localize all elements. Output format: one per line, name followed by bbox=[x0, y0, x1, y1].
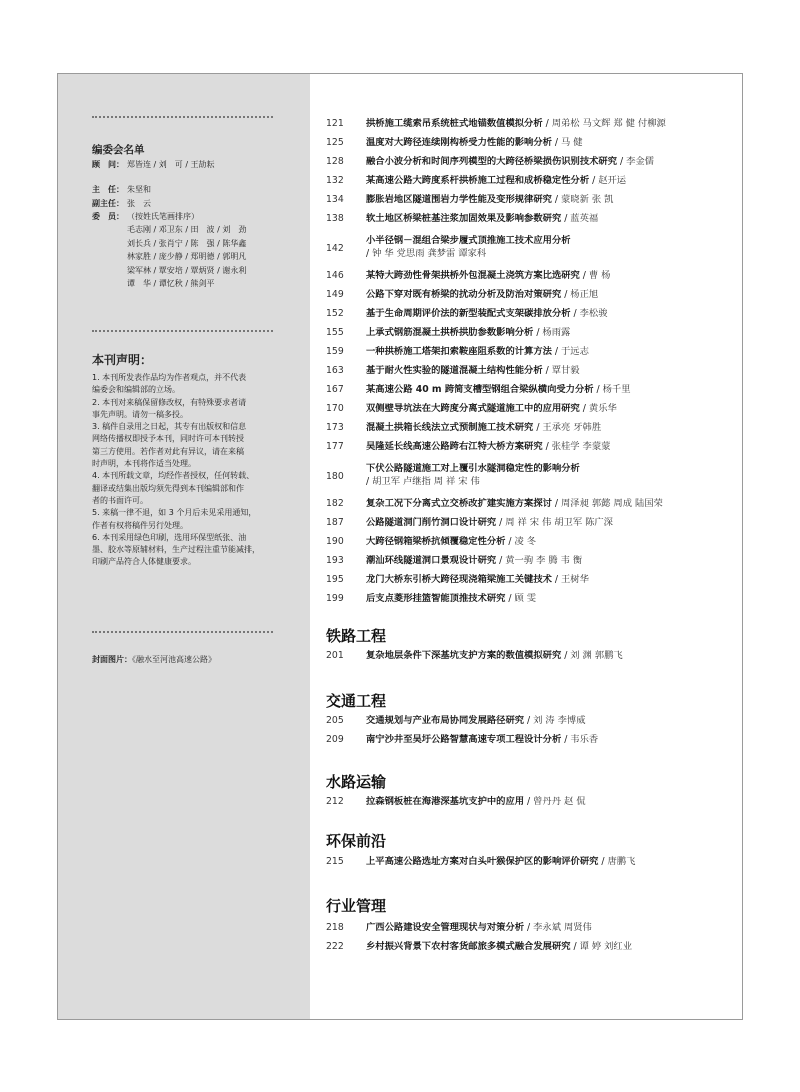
members-list bbox=[127, 223, 246, 291]
article-title: 膨胀岩地区隧道围岩力学性能及变形规律研究 bbox=[366, 194, 552, 205]
page-number: 209 bbox=[326, 734, 344, 745]
members-line: 梁军林 / 覃安培 / 覃炳贤 / 谢永利 bbox=[127, 265, 247, 275]
statement-line: 编委会和编辑部的立场。 bbox=[92, 385, 180, 395]
statement-line: 作者有权将稿件另行处理。 bbox=[92, 520, 188, 530]
page-number: 132 bbox=[326, 175, 344, 186]
page-number: 218 bbox=[326, 922, 344, 933]
members-line: 谭 华 / 谭忆秋 / 熊剑平 bbox=[127, 279, 215, 288]
article-authors: 赵开运 bbox=[598, 175, 627, 186]
page-number: 142 bbox=[326, 243, 344, 254]
article-title: 复杂地层条件下深基坑支护方案的数值模拟研究 bbox=[366, 650, 562, 661]
article-title: 基于生命周期评价法的新型装配式支架碳排放分析 bbox=[366, 308, 571, 319]
article-title: 小半径钢－混组合梁步履式顶推施工技术应用分析 bbox=[366, 235, 571, 246]
article-title: 下伏公路隧道施工对上覆引水隧洞稳定性的影响分析 bbox=[366, 463, 580, 474]
article-authors: 周弟松 马文辉 郑 健 付柳源 bbox=[551, 118, 666, 129]
article-title: 双侧壁导坑法在大跨度分离式隧道施工中的应用研究 bbox=[366, 403, 580, 414]
page-number: 138 bbox=[326, 213, 344, 224]
page-number: 215 bbox=[326, 856, 344, 867]
article-authors: 马 健 bbox=[561, 137, 583, 148]
members-label: 委 员： bbox=[92, 212, 124, 221]
article-title: 公路下穿对既有桥梁的扰动分析及防治对策研究 bbox=[366, 289, 562, 300]
sidebar bbox=[58, 74, 310, 1019]
page-number: 177 bbox=[326, 441, 344, 452]
cover-caption bbox=[92, 654, 216, 665]
statement-line: 翻译或结集出版均须先得到本刊编辑部和作 bbox=[92, 483, 244, 493]
article-authors: 韦乐香 bbox=[570, 734, 599, 745]
page-number: 190 bbox=[326, 536, 344, 547]
statement-line: 印刷产品符合人体健康要求。 bbox=[92, 557, 196, 567]
article-authors: 王承亮 牙韩胜 bbox=[542, 422, 602, 433]
page-number: 152 bbox=[326, 308, 344, 319]
statement-line: 4. 本刊所载文章，均经作者授权，任何转载、 bbox=[92, 471, 255, 481]
article-authors: 胡卫军 卢继指 周 祥 宋 伟 bbox=[372, 476, 480, 487]
article-title: 融合小波分析和时间序列模型的大跨径桥梁损伤识别技术研究 bbox=[366, 156, 618, 167]
advisor-value: 郑皆连 / 刘 可 / 王劼耘 bbox=[127, 160, 215, 169]
page-number: 155 bbox=[326, 327, 344, 338]
article-title: 潮汕环线隧道洞口景观设计研究 bbox=[366, 555, 497, 566]
article-authors: 唐鹏飞 bbox=[607, 856, 636, 867]
page-number: 187 bbox=[326, 517, 344, 528]
article-authors: 刘 涛 李博威 bbox=[533, 715, 586, 726]
director-value: 朱坚和 bbox=[127, 185, 151, 194]
article-authors: 李松骏 bbox=[579, 308, 608, 319]
article-title: 南宁沙井至吴圩公路智慧高速专项工程设计分析 bbox=[366, 734, 562, 745]
article-title: 后支点菱形挂篮智能顶推技术研究 bbox=[366, 593, 506, 604]
page-number: 128 bbox=[326, 156, 344, 167]
page-number: 170 bbox=[326, 403, 344, 414]
article-title: 拱桥施工缆索吊系统桩式地锚数值模拟分析 bbox=[366, 118, 543, 129]
article-title: 吴隆延长线高速公路跨右江特大桥方案研究 bbox=[366, 441, 543, 452]
article-title: 复杂工况下分离式立交桥改扩建实施方案探讨 bbox=[366, 498, 552, 509]
article-title: 龙门大桥东引桥大跨径现浇箱梁施工关键技术 bbox=[366, 574, 552, 585]
dotted-divider bbox=[92, 116, 273, 118]
section-heading: 交通工程 bbox=[326, 692, 387, 710]
article-title: 温度对大跨径连续刚构桥受力性能的影响分析 bbox=[366, 137, 552, 148]
article-authors: 杨正旭 bbox=[570, 289, 599, 300]
article-title: 某高速公路大跨度系杆拱桥施工过程和成桥稳定性分析 bbox=[366, 175, 590, 186]
article-title: 某高速公路 40 m 跨简支槽型钢组合梁纵横向受力分析 bbox=[366, 384, 594, 395]
members-line: 刘长兵 / 张肖宁 / 陈 强 / 陈华鑫 bbox=[127, 238, 247, 248]
page-number: 149 bbox=[326, 289, 344, 300]
page-number: 205 bbox=[326, 715, 344, 726]
section-heading: 铁路工程 bbox=[326, 627, 387, 645]
article-title: 拉森钢板桩在海港深基坑支护中的应用 bbox=[366, 796, 525, 807]
members-line: 林家胜 / 庞少静 / 郑明德 / 郭明凡 bbox=[127, 252, 247, 261]
members-row bbox=[92, 211, 199, 222]
advisor-label: 顾 问： bbox=[92, 160, 124, 169]
director-label: 主 任： bbox=[92, 185, 124, 194]
statement-line: 1. 本刊所发表作品均为作者观点，并不代表 bbox=[92, 373, 247, 382]
page-number: 180 bbox=[326, 471, 344, 482]
article-authors: 周泽昶 郭懿 周成 陆国荣 bbox=[561, 498, 663, 509]
page-number: 212 bbox=[326, 796, 344, 807]
article-authors: 覃甘毅 bbox=[551, 365, 580, 376]
cover-label: 封面图片： bbox=[92, 655, 132, 664]
statement-line: 网络传播权即授予本刊，同时许可本刊转授 bbox=[92, 434, 244, 444]
page-number: 125 bbox=[326, 137, 344, 148]
vice-director-label: 副主任： bbox=[92, 199, 124, 208]
page-number: 195 bbox=[326, 574, 344, 585]
article-authors: 曹 杨 bbox=[588, 270, 611, 281]
article-authors: 蓝英福 bbox=[570, 213, 599, 224]
article-authors: 曾丹丹 赵 侃 bbox=[533, 796, 586, 807]
section-heading: 环保前沿 bbox=[326, 832, 387, 850]
article-authors: 凌 冬 bbox=[514, 536, 537, 547]
page-number: 159 bbox=[326, 346, 344, 357]
page-number: 222 bbox=[326, 941, 344, 952]
article-title: 基于耐火性实验的隧道混凝土结构性能分析 bbox=[366, 365, 543, 376]
dotted-divider bbox=[92, 330, 273, 332]
article-authors: 谭 婷 刘红业 bbox=[579, 941, 632, 952]
statement-line: 3. 稿件自录用之日起，其专有出版权和信息 bbox=[92, 422, 247, 432]
page-number: 182 bbox=[326, 498, 344, 509]
table-of-contents: 121 拱桥施工缆索吊系统桩式地锚数值模拟分析 / 周弟松 马文辉 郑 健 付柳源 125 温度对大跨径连续刚构桥受力性能的影响分析 / 马 健 128 融合小波分析和时间序列模型的大跨径桥梁损伤识别技术研究 / 李金儒 132 某高速公路大跨度系杆拱桥施工过程和成桥稳定性分析 / 赵开运 134 膨胀岩地区隧道围岩力学性能及变形规律研究 / 蒙晓新 张 凯 138 软土地区桥梁桩基注浆加固效果及影响参数研究 / 蓝英福 142 小半径钢－混组合梁步履式顶推施工技术应用分析 / 钟 华 党思雨 龚梦雷 谭家科 146 某特大跨劲性骨架拱桥外包混凝土浇筑方案比选研究 / 曹 杨 149 公路下穿对既有桥梁的扰动分析及防治对策研究 / 杨正旭 152 基于生命周期评价法的新型装配式支架碳排放分析 / 李松骏 155 上承式钢筋混凝土拱桥拱肋参数影响分析 / 杨雨露 159 一种拱桥施工塔架扣索鞍座阻系数的计算方法 / 于远志 163 基于耐火性实验的隧道混凝土结构性能分析 / 覃甘毅 167 某高速公路 40 m 跨简支槽型钢组合梁纵横向受力分析 / 杨千里 170 双侧壁导坑法在大跨度分离式隧道施工中的应用研究 / 黄乐华 173 混凝土拱箱长线法立式预制施工技术研究 / 王承亮 牙韩胜 177 吴隆延长线高速公路跨右江特大桥方案研究 / 张桂学 李蒙蒙 180 下伏公路隧道施工对上覆引水隧洞稳定性的影响分析 / 胡卫军 卢继指 周 祥 宋 伟 182 复杂工况下分离式立交桥改扩建实施方案探讨 / 周泽昶 郭懿 周成 陆国荣 187 公路隧道洞门削竹洞口设计研究 / 周 祥 宋 伟 胡卫军 陈广深 190 大跨径钢箱梁桥抗倾覆稳定性分析 / 凌 冬 193 潮汕环线隧道洞口景观设计研究 / 黄一驹 李 腾 韦 衡 195 龙门大桥东引桥大跨径现浇箱梁施工关键技术 / 王树华 199 后支点菱形挂篮智能顶推技术研究 / 顾 雯 铁路工程 201 复杂地层条件下深基坑支护方案的数值模拟研究 / 刘 渊 郭鹏飞 交通工程 205 交通规划与产业布局协同发展路径研究 / 刘 涛 李博威 209 南宁沙井至吴圩公路智慧高速专项工程设计分析 / 韦乐香 水路运输 212 拉森钢板桩在海港深基坑支护中的应用 / 曾丹丹 赵 侃 环保前沿 215 上平高速公路选址方案对白头叶猴保护区的影响评价研究 / 唐鹏飞 行业管理 218 广西公路建设安全管理现状与对策分析 / 李永斌 周贤伟 222 乡村振兴背景下农村客货邮旅多模式融合发展研究 / 谭 婷 刘红业 bbox=[310, 74, 742, 1019]
article-title: 上平高速公路选址方案对白头叶猴保护区的影响评价研究 bbox=[366, 856, 599, 867]
director-row bbox=[92, 184, 151, 195]
page-number: 146 bbox=[326, 270, 344, 281]
statement-line: 2. 本刊对来稿保留修改权，有特殊要求者请 bbox=[92, 397, 247, 407]
vice-director-value: 张 云 bbox=[127, 199, 151, 208]
article-authors: 周 祥 宋 伟 胡卫军 陈广深 bbox=[505, 517, 613, 528]
article-authors: 杨雨露 bbox=[542, 327, 571, 338]
cover-value: 《融水至河池高速公路》 bbox=[132, 655, 216, 664]
statement-line: 者的书面许可。 bbox=[92, 495, 148, 505]
article-authors: 刘 渊 郭鹏飞 bbox=[570, 650, 623, 661]
page-number: 199 bbox=[326, 593, 344, 604]
article-authors: 于远志 bbox=[561, 346, 589, 357]
members-line: 毛志刚 / 邓卫东 / 田 波 / 刘 劲 bbox=[127, 225, 247, 234]
article-title: 大跨径钢箱梁桥抗倾覆稳定性分析 bbox=[366, 536, 506, 547]
article-authors: 李永斌 周贤伟 bbox=[533, 922, 592, 933]
page-number: 121 bbox=[326, 118, 344, 129]
section-heading: 水路运输 bbox=[326, 773, 387, 791]
article-authors: 李金儒 bbox=[626, 156, 654, 167]
article-authors: 黄一驹 李 腾 韦 衡 bbox=[505, 555, 583, 566]
article-authors: 顾 雯 bbox=[514, 593, 537, 604]
article-title: 混凝土拱箱长线法立式预制施工技术研究 bbox=[366, 422, 534, 433]
advisor-row bbox=[92, 159, 215, 170]
article-authors: 钟 华 党思雨 龚梦雷 谭家科 bbox=[372, 248, 487, 259]
page-number: 167 bbox=[326, 384, 344, 395]
article-title: 某特大跨劲性骨架拱桥外包混凝土浇筑方案比选研究 bbox=[366, 270, 580, 281]
page-number: 201 bbox=[326, 650, 344, 661]
members-order-note: （按姓氏笔画排序） bbox=[127, 212, 199, 221]
page-number: 173 bbox=[326, 422, 344, 433]
statement-line: 第三方使用。若作者对此有异议，请在来稿 bbox=[92, 446, 244, 456]
article-title: 广西公路建设安全管理现状与对策分析 bbox=[366, 922, 525, 933]
article-title: 一种拱桥施工塔架扣索鞍座阻系数的计算方法 bbox=[366, 346, 552, 357]
section-heading: 行业管理 bbox=[326, 897, 387, 915]
statement-line: 6. 本刊采用绿色印刷，选用环保型纸张、油 bbox=[92, 532, 247, 542]
article-authors: 蒙晓新 张 凯 bbox=[561, 194, 614, 205]
article-title: 交通规划与产业布局协同发展路径研究 bbox=[366, 715, 525, 726]
vice-director-row bbox=[92, 198, 151, 209]
statement-line: 墨、胶水等原辅材料，生产过程注重节能减排， bbox=[92, 545, 260, 555]
statement-line: 时声明，本刊将作适当处理。 bbox=[92, 459, 196, 469]
page-number: 134 bbox=[326, 194, 344, 205]
article-title: 乡村振兴背景下农村客货邮旅多模式融合发展研究 bbox=[366, 941, 571, 952]
statement-text bbox=[92, 372, 282, 569]
statement-line: 5. 来稿一律不退，如 3 个月后未见采用通知， bbox=[92, 508, 257, 518]
statement-title: 本刊声明： bbox=[92, 353, 153, 367]
committee-title: 编委会名单 bbox=[92, 144, 145, 156]
page-number: 163 bbox=[326, 365, 344, 376]
article-authors: 杨千里 bbox=[602, 384, 631, 395]
article-title: 上承式钢筋混凝土拱桥拱肋参数影响分析 bbox=[366, 327, 534, 338]
article-authors: 黄乐华 bbox=[588, 403, 617, 414]
statement-line: 事先声明。请勿一稿多投。 bbox=[92, 409, 188, 419]
article-title: 公路隧道洞门削竹洞口设计研究 bbox=[366, 517, 497, 528]
article-authors: 张桂学 李蒙蒙 bbox=[551, 441, 611, 452]
page-number: 193 bbox=[326, 555, 344, 566]
dotted-divider bbox=[92, 631, 273, 633]
article-title: 软土地区桥梁桩基注浆加固效果及影响参数研究 bbox=[366, 213, 562, 224]
page-frame bbox=[57, 73, 743, 1020]
article-authors: 王树华 bbox=[561, 574, 589, 585]
